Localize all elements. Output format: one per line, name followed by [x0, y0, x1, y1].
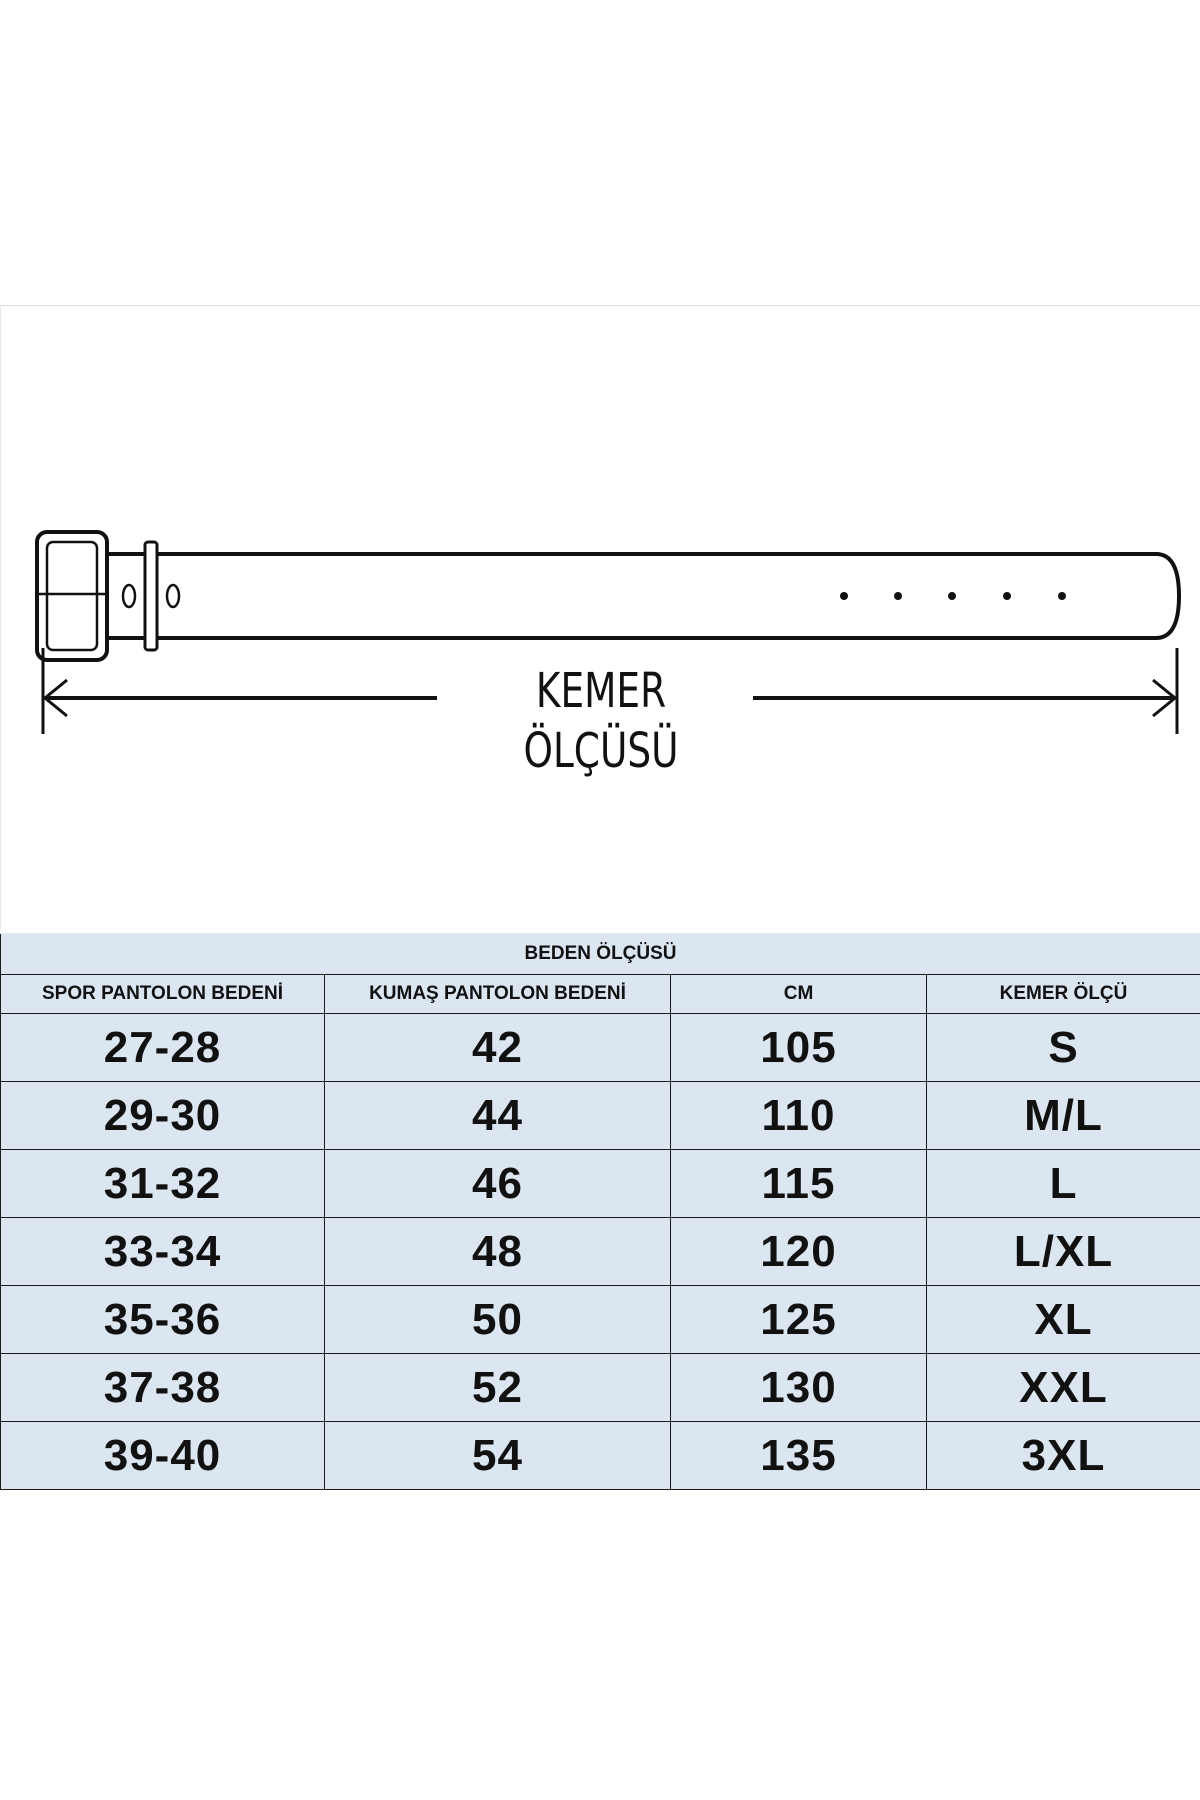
cell-kemer: L/XL: [927, 1218, 1200, 1286]
header-kemer-olcu: KEMER ÖLÇÜ: [927, 975, 1200, 1014]
table-row: [1, 1218, 1200, 1286]
cell-kumas: 42: [325, 1014, 671, 1082]
cell-cm: 135: [671, 1422, 927, 1490]
header-kumas-pantolon: KUMAŞ PANTOLON BEDENİ: [325, 975, 671, 1014]
cell-kumas: 54: [325, 1422, 671, 1490]
cell-kumas: 50: [325, 1286, 671, 1354]
table-row: [1, 1354, 1200, 1422]
cell-cm: 115: [671, 1150, 927, 1218]
cell-cm: 105: [671, 1014, 927, 1082]
cell-kumas: 48: [325, 1218, 671, 1286]
cell-cm: 110: [671, 1082, 927, 1150]
cell-spor: 33-34: [1, 1218, 325, 1286]
table-row: [1, 1286, 1200, 1354]
cell-kemer: XXL: [927, 1354, 1200, 1422]
cell-kemer: M/L: [927, 1082, 1200, 1150]
header-spor-pantolon: SPOR PANTOLON BEDENİ: [1, 975, 325, 1014]
cell-spor: 31-32: [1, 1150, 325, 1218]
table-caption-row: [1, 934, 1200, 975]
cell-spor: 39-40: [1, 1422, 325, 1490]
cell-spor: 29-30: [1, 1082, 325, 1150]
table-row: [1, 1422, 1200, 1490]
cell-spor: 35-36: [1, 1286, 325, 1354]
cell-kemer: S: [927, 1014, 1200, 1082]
table-row: [1, 1014, 1200, 1082]
size-table: [0, 933, 1200, 1490]
cell-spor: 27-28: [1, 1014, 325, 1082]
cell-cm: 125: [671, 1286, 927, 1354]
cell-kumas: 44: [325, 1082, 671, 1150]
cell-cm: 130: [671, 1354, 927, 1422]
cell-spor: 37-38: [1, 1354, 325, 1422]
cell-kumas: 46: [325, 1150, 671, 1218]
cell-kumas: 52: [325, 1354, 671, 1422]
cell-kemer: 3XL: [927, 1422, 1200, 1490]
belt-measure-label: KEMER ÖLÇÜSÜ: [476, 661, 726, 781]
table-header-row: [1, 975, 1200, 1014]
belt-diagram: [0, 305, 1200, 930]
table-row: [1, 1150, 1200, 1218]
table-caption: BEDEN ÖLÇÜSÜ: [1, 934, 1200, 975]
cell-kemer: XL: [927, 1286, 1200, 1354]
cell-cm: 120: [671, 1218, 927, 1286]
belt-icon: [1, 306, 1200, 931]
cell-kemer: L: [927, 1150, 1200, 1218]
table-row: [1, 1082, 1200, 1150]
header-cm: CM: [671, 975, 927, 1014]
